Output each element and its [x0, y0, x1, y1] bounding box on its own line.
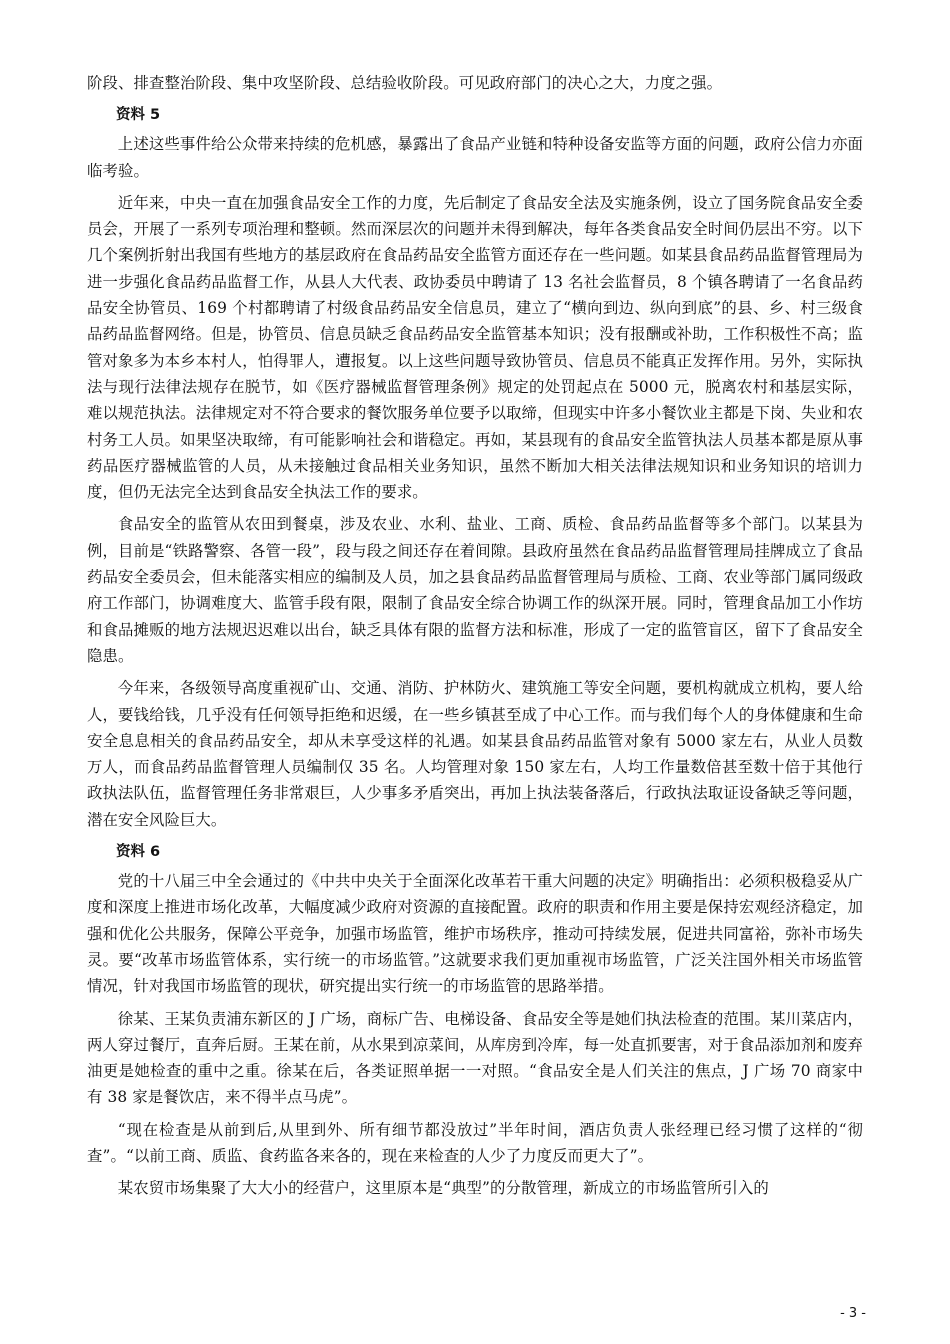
- paragraph-5: 今年来，各级领导高度重视矿山、交通、消防、护林防火、建筑施工等安全问题，要机构就成立机构，要人给人，要钱给钱，几乎没有任何领导拒绝和迟缓，在一些乡镇甚至成了中心工作。而与我们每个人的身体健康和生命安全息息相关的食品药品安全，却从未享受这样的礼遇。如某县食品药品监管对象有 5000 家左右，从业人员数万人，而食品药品监督管理人员编制仅 35 名。人均管理对象 150 家左右，人均工作量数倍甚至数十倍于其他行政执法队伍，监督管理任务非常艰巨，人少事多矛盾突出，再加上执法装备落后，行政执法取证设备缺乏等问题，潜在安全风险巨大。: [87, 679, 863, 829]
- section-heading-6: 资料 6: [116, 844, 161, 861]
- paragraph-7: 徐某、王某负责浦东新区的 J 广场，商标广告、电梯设备、食品安全等是她们执法检查的范围。某川菜店内，两人穿过餐厅，直奔后厨。王某在前，从水果到凉菜间，从库房到冷库，每一处直抓要害，对于食品添加剂和废弃油更是她检查的重中之重。徐某在后，各类证照单据一一对照。“食品安全是人们关注的焦点，J 广场 70 商家中有 38 家是餐饮店，来不得半点马虎”。: [87, 1009, 863, 1107]
- document-page: [87, 70, 863, 1202]
- paragraph-4: 食品安全的监管从农田到餐桌，涉及农业、水利、盐业、工商、质检、食品药品监督等多个部门。以某县为例，目前是“铁路警察、各管一段”，段与段之间还存在着间隙。县政府虽然在食品药品监督管理局挂牌成立了食品药品安全委员会，但未能落实相应的编制及人员，加之县食品药品监督管理局与质检、工商、农业等部门属同级政府工作部门，协调难度大、监管手段有限，限制了食品安全综合协调工作的纵深开展。同时，管理食品加工小作坊和食品摊贩的地方法规迟迟难以出台，缺乏具体有限的监督方法和标准，形成了一定的监管盲区，留下了食品安全隐患。: [87, 515, 863, 665]
- paragraph-3: 近年来，中央一直在加强食品安全工作的力度，先后制定了食品安全法及实施条例，设立了国务院食品安全委员会，开展了一系列专项治理和整顿。然而深层次的问题并未得到解决，每年各类食品安全时间仍层出不穷。以下几个案例折射出我国有些地方的基层政府在食品药品安全监管方面还存在一些问题。如某县食品药品监督管理局为进一步强化食品药品监督工作，从县人大代表、政协委员中聘请了 13 名社会监督员，8 个镇各聘请了一名食品药品安全协管员、169 个村都聘请了村级食品药品安全信息员，建立了“横向到边、纵向到底”的县、乡、村三级食品药品监督网络。但是，协管员、信息员缺乏食品药品安全监管基本知识；没有报酬或补助，工作积极性不高；监管对象多为本乡本村人，怕得罪人，遭报复。以上这些问题导致协管员、信息员不能真正发挥作用。另外，实际执法与现行法律法规存在脱节，如《医疗器械监督管理条例》规定的处罚起点在 5000 元，脱离农村和基层实际，难以规范执法。法律规定对不符合要求的餐饮服务单位要予以取缔，但现实中许多小餐饮业主都是下岗、失业和农村务工人员。如果坚决取缔，有可能影响社会和谐稳定。再如，某县现有的食品安全监管执法人员基本都是原从事药品医疗器械监管的人员，从未接触过食品相关业务知识，虽然不断加大相关法律法规知识和业务知识的培训力度，但仍无法完全达到食品安全执法工作的要求。: [87, 193, 863, 502]
- paragraph-6: 党的十八届三中全会通过的《中共中央关于全面深化改革若干重大问题的决定》明确指出：必须积极稳妥从广度和深度上推进市场化改革，大幅度减少政府对资源的直接配置。政府的职责和作用主要是保持宏观经济稳定，加强和优化公共服务，保障公平竞争，加强市场监管，维护市场秩序，推动可持续发展，促进共同富裕，弥补市场失灵。要“改革市场监管体系，实行统一的市场监管。”这就要求我们更加重视市场监管，广泛关注国外相关市场监管情况，针对我国市场监管的现状，研究提出实行统一的市场监管的思路举措。: [87, 872, 863, 996]
- page-number: - 3 -: [840, 1306, 866, 1321]
- paragraph-1: 阶段、排查整治阶段、集中攻坚阶段、总结验收阶段。可见政府部门的决心之大，力度之强。: [87, 74, 723, 92]
- paragraph-2: 上述这些事件给公众带来持续的危机感，暴露出了食品产业链和特种设备安监等方面的问题，政府公信力亦面临考验。: [87, 135, 863, 180]
- section-heading-5: 资料 5: [116, 107, 161, 124]
- paragraph-9: 某农贸市场集聚了大大小的经营户，这里原本是“典型”的分散管理，新成立的市场监管所引入的: [117, 1179, 769, 1198]
- paragraph-8: “现在检查是从前到后,从里到外、所有细节都没放过”半年时间，酒店负责人张经理已经习惯了这样的“彻查”。“以前工商、质监、食药监各来各的，现在来检查的人少了力度反而更大了”。: [87, 1120, 864, 1165]
